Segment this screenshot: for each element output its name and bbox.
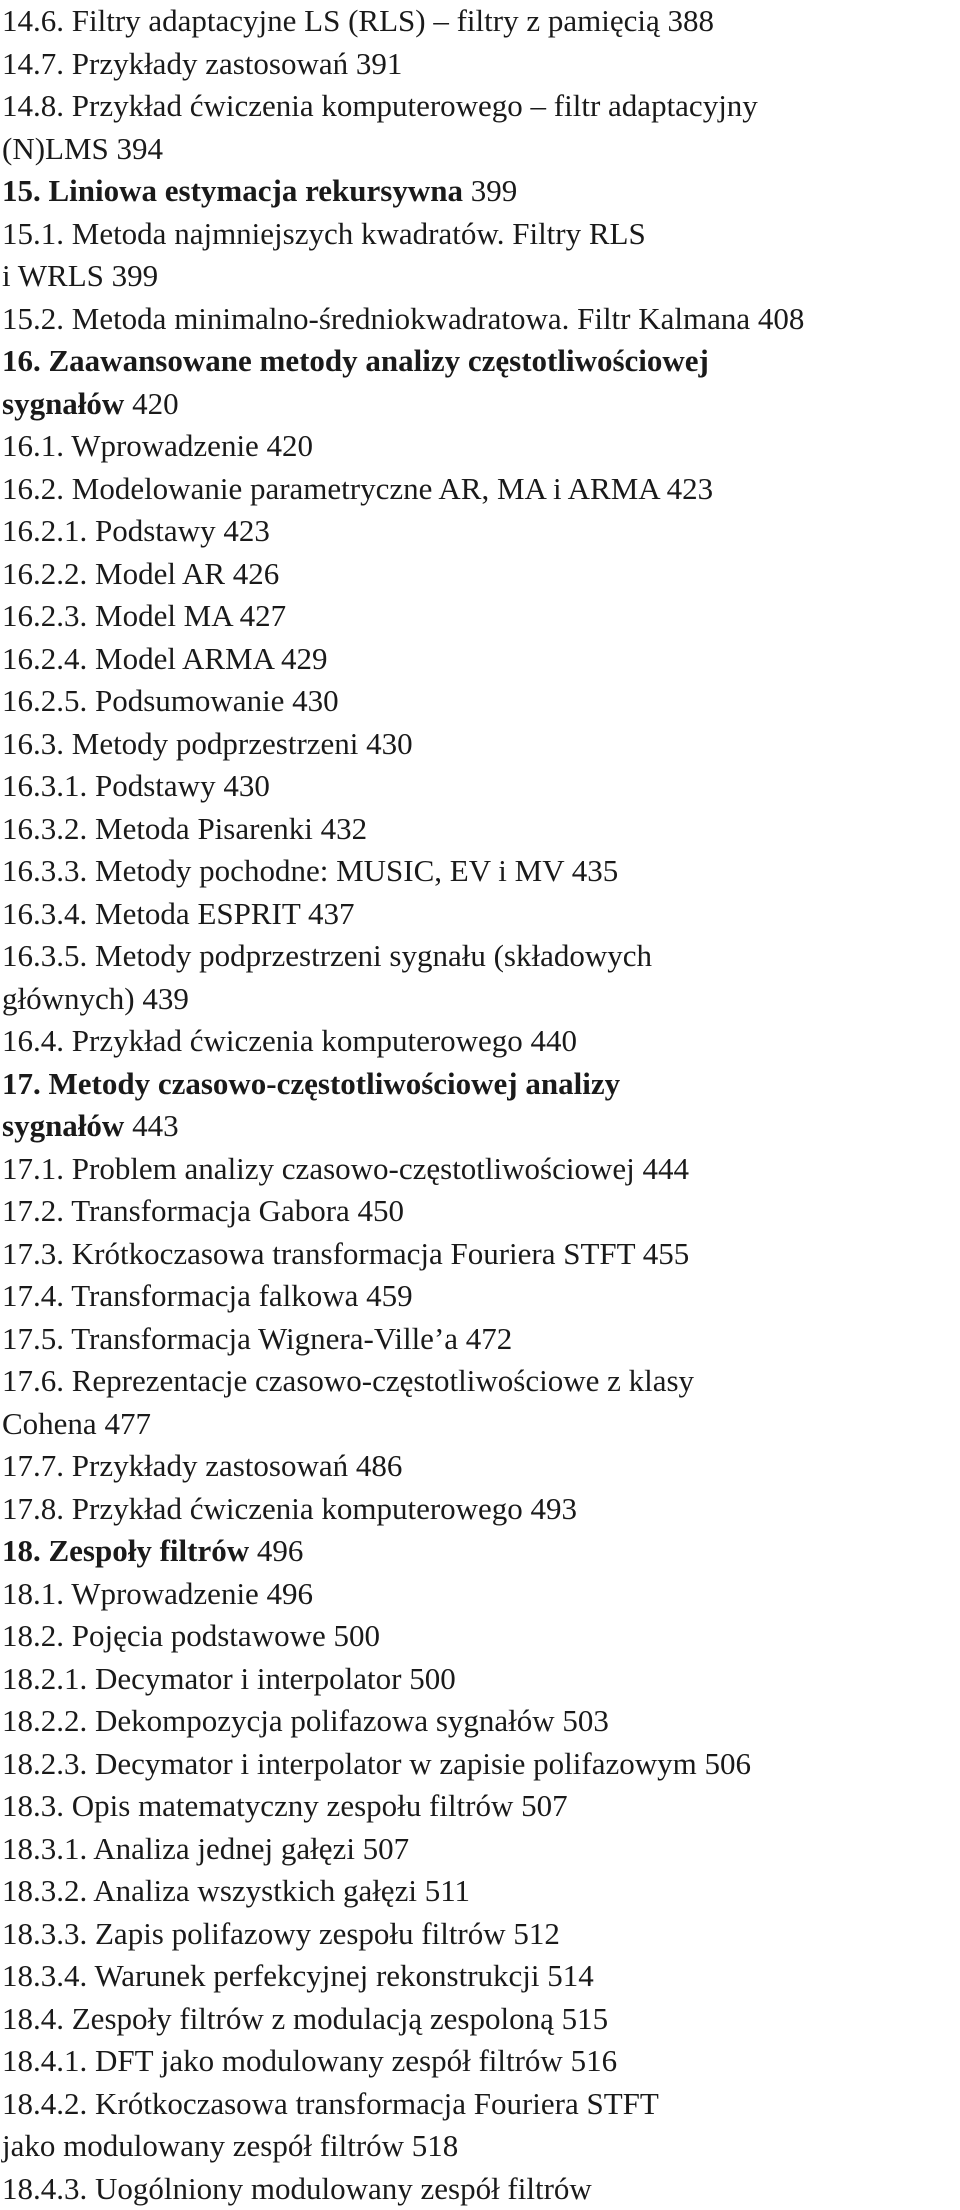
toc-entry-text: jako modulowany zespół filtrów 518 [2,2128,459,2163]
toc-entry-text: 18.4.3. Uogólniony modulowany zespół filtrów [2,2170,592,2206]
toc-line [0,978,960,1021]
toc-line [0,1360,960,1403]
toc-line [0,595,960,638]
toc-entry-text: 16.3.4. Metoda ESPRIT 437 [2,895,355,931]
toc-entry-text: 18.1. Wprowadzenie 496 [2,1575,314,1611]
toc-line [0,255,960,298]
toc-line [0,1275,960,1318]
toc-entry-text: głównych) 439 [2,980,189,1016]
chapter-title: sygnałów [2,1108,125,1143]
toc-line [0,425,960,468]
chapter-title: sygnałów [2,385,125,421]
toc-entry-text: 16.3.5. Metody podprzestrzeni sygnału (składowych [2,938,653,973]
toc-line [0,1998,960,2041]
toc-entry-text: 17.6. Reprezentacje czasowo-częstotliwościowe z klasy [2,1363,695,1398]
toc-line [0,638,960,681]
toc-line [0,1488,960,1531]
chapter-title: 16. Zaawansowane metody analizy częstotliwościowej [2,343,709,378]
toc-line [0,1063,960,1106]
toc-line [0,1445,960,1488]
toc-line [0,128,960,171]
toc-entry-text: 16.2.2. Model AR 426 [2,555,280,591]
toc-line [0,1828,960,1871]
toc-entry-text: 17.7. Przykłady zastosowań 486 [2,1448,403,1483]
toc-line [0,383,960,426]
chapter-title: 18. Zespoły filtrów [2,1533,250,1568]
toc-line [0,1955,960,1998]
toc-entry-text: 17.1. Problem analizy czasowo-częstotliwościowej 444 [2,1150,689,1186]
toc-line [0,298,960,341]
toc-line [0,1530,960,1573]
toc-line [0,1020,960,1063]
toc-entry-text: 18.2. Pojęcia podstawowe 500 [2,1618,380,1653]
toc-line [0,1743,960,1786]
toc-entry-text: 17.4. Transformacja falkowa 459 [2,1278,413,1313]
page-number: 399 [462,173,518,208]
toc-line [0,1233,960,1276]
toc-line [0,1785,960,1828]
toc-line [0,1913,960,1956]
toc-line [0,1700,960,1743]
toc-entry-text: 15.2. Metoda minimalno-średniokwadratowa. Filtr Kalmana 408 [2,300,805,336]
toc-entry-text: 16.3.3. Metody pochodne: MUSIC, EV i MV 435 [2,853,619,888]
toc-entry-text: 18.3.2. Analiza wszystkich gałęzi 511 [2,1873,471,1908]
toc-line [0,935,960,978]
toc-line [0,1658,960,1701]
toc-entry-text: 16.3. Metody podprzestrzeni 430 [2,725,413,761]
toc-entry-text: 18.4.2. Krótkoczasowa transformacja Fouriera STFT [2,2085,659,2121]
toc-entry-text: 18.3.4. Warunek perfekcyjnej rekonstrukcji 514 [2,1958,594,1993]
toc-entry-text: i WRLS 399 [2,258,159,293]
toc-entry-text: 17.2. Transformacja Gabora 450 [2,1193,405,1228]
toc-line [0,765,960,808]
toc-line [0,2168,960,2210]
toc-entry-text: 18.4.1. DFT jako modulowany zespół filtrów 516 [2,2043,618,2078]
toc-line [0,0,960,43]
toc-entry-text: 17.8. Przykład ćwiczenia komputerowego 493 [2,1490,578,1526]
page-number: 420 [124,385,179,421]
toc-entry-text: 16.3.1. Podstawy 430 [2,768,270,803]
toc-line [0,2125,960,2168]
toc-line [0,170,960,213]
toc-line [0,1105,960,1148]
toc-line [0,553,960,596]
toc-line [0,893,960,936]
toc-entry-text: 16.1. Wprowadzenie 420 [2,428,314,463]
toc-entry-text: 16.2.3. Model MA 427 [2,598,287,633]
chapter-title: 15. Liniowa estymacja rekursywna [2,173,463,208]
toc-line [0,85,960,128]
toc-line [0,2083,960,2126]
toc-line [0,1870,960,1913]
toc-entry-text: 16.4. Przykład ćwiczenia komputerowego 440 [2,1023,578,1058]
toc-line [0,808,960,851]
toc-entry-text: 18.3.1. Analiza jednej gałęzi 507 [2,1830,410,1866]
toc-line [0,723,960,766]
toc-line [0,213,960,256]
toc-entry-text: (N)LMS 394 [2,130,164,166]
toc-entry-text: 16.2.4. Model ARMA 429 [2,640,328,676]
toc-line [0,1318,960,1361]
toc-entry-text: 18.2.1. Decymator i interpolator 500 [2,1660,456,1696]
toc-entry-text: 14.7. Przykłady zastosowań 391 [2,45,403,81]
toc-line [0,850,960,893]
toc-entry-text: 14.6. Filtry adaptacyjne LS (RLS) – filtry z pamięcią 388 [2,3,714,38]
toc-line [0,340,960,383]
toc-entry-text: Cohena 477 [2,1405,151,1441]
toc-line [0,43,960,86]
chapter-title: 17. Metody czasowo-częstotliwościowej analizy [2,1065,621,1101]
toc-line [0,1148,960,1191]
toc-entry-text: 18.2.3. Decymator i interpolator w zapisie polifazowym 506 [2,1745,751,1781]
toc-entry-text: 16.2. Modelowanie parametryczne AR, MA i ARMA 423 [2,470,714,506]
toc-entry-text: 18.3. Opis matematyczny zespołu filtrów 507 [2,1788,568,1823]
toc-entry-text: 16.3.2. Metoda Pisarenki 432 [2,810,368,846]
page-number: 496 [249,1533,304,1568]
toc-line [0,2040,960,2083]
toc-line [0,510,960,553]
toc-entry-text: 18.4. Zespoły filtrów z modulacją zespoloną 515 [2,2000,609,2036]
toc-line [0,1615,960,1658]
toc-line [0,1190,960,1233]
toc-line [0,680,960,723]
toc-entry-text: 17.5. Transformacja Wignera-Ville’a 472 [2,1320,513,1356]
toc-line [0,1573,960,1616]
toc-line [0,468,960,511]
toc-line [0,1403,960,1446]
toc-entry-text: 18.2.2. Dekompozycja polifazowa sygnałów 503 [2,1703,609,1738]
toc-entry-text: 18.3.3. Zapis polifazowy zespołu filtrów 512 [2,1915,560,1951]
toc-entry-text: 17.3. Krótkoczasowa transformacja Fouriera STFT 455 [2,1235,690,1271]
toc-entry-text: 14.8. Przykład ćwiczenia komputerowego – filtr adaptacyjny [2,88,758,123]
toc-entry-text: 15.1. Metoda najmniejszych kwadratów. Filtry RLS [2,215,646,251]
toc-entry-text: 16.2.1. Podstawy 423 [2,513,270,548]
page-number: 443 [124,1108,179,1143]
toc-entry-text: 16.2.5. Podsumowanie 430 [2,683,339,718]
